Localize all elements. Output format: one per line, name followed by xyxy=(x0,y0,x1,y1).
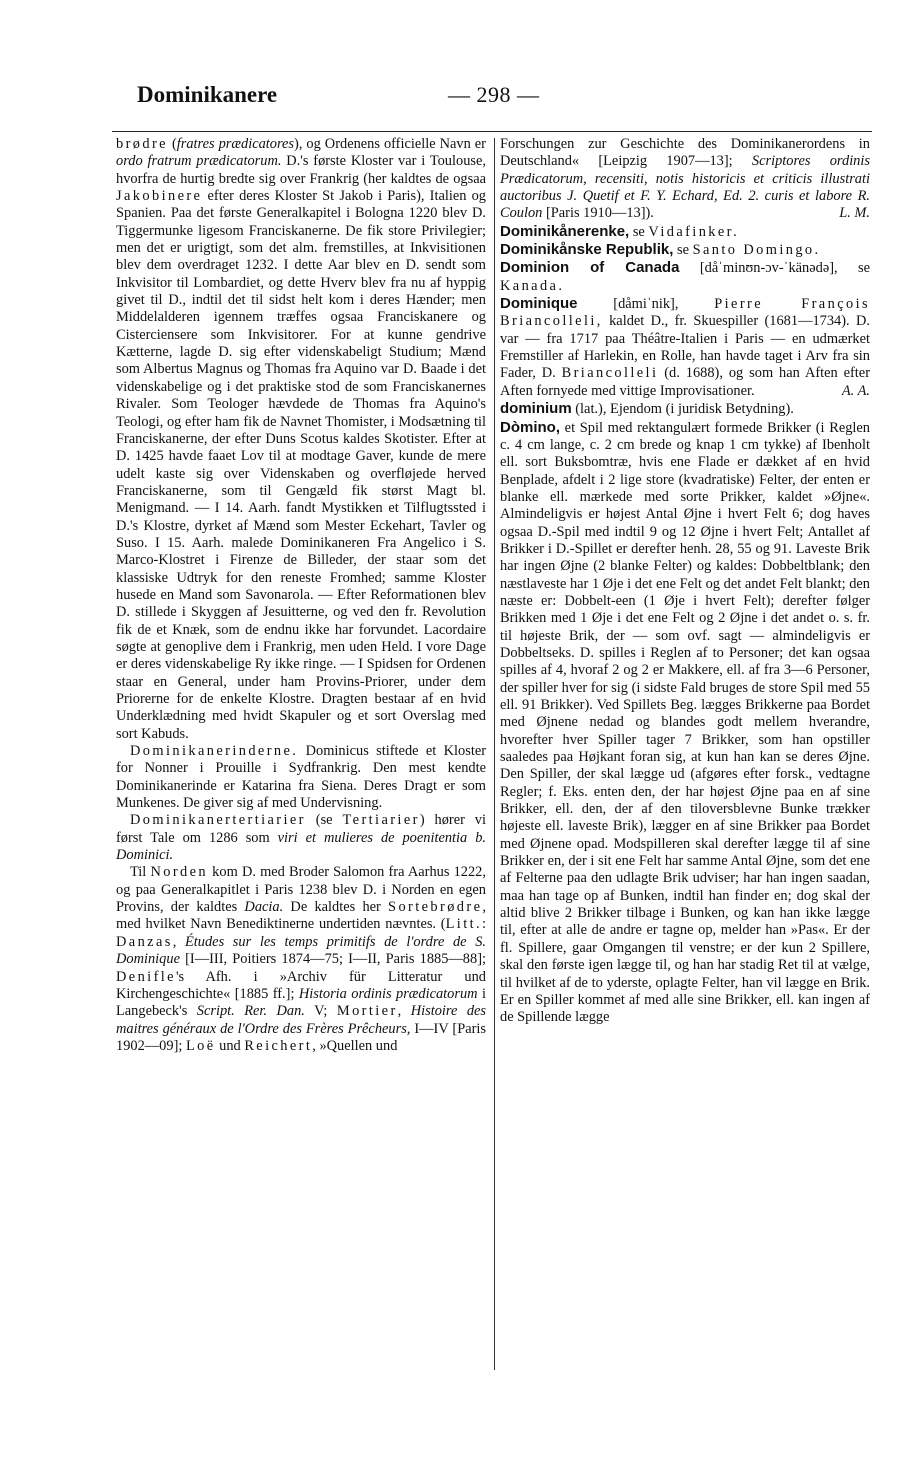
headword: Dominikånerenke, xyxy=(500,222,630,240)
header-rule xyxy=(112,131,872,132)
entry-dominium: dominium (lat.), Ejendom (i juridisk Betydning). xyxy=(500,400,794,418)
headword: dominium xyxy=(500,400,572,418)
left-paragraph-dominikanerinderne: Dominikanerinderne. Dominicus stiftede et Kloster for Nonner i Prouille i Sydfrankrig. Den mest kendte Dominikanerinde er Katarina fra Siena. Deres Dragt er som Munkenes. De giver sig af med Undervisning. xyxy=(116,743,486,812)
entry-dominikanerenke: Dominikånerenke, se Vidafinker. xyxy=(500,222,740,240)
left-column xyxy=(116,136,486,1055)
headword: Dominion of Canada xyxy=(500,259,680,277)
headword: Dominique xyxy=(500,295,578,313)
left-paragraph-dominikanere-continued: brødre (fratres prædicatores), og Ordenens officielle Navn er ordo fratrum prædicatorum. D.'s første Kloster var i Toulouse, hvorfra de hurtig bredte sig over Frankrig (her kaldtes de ogsaa Jakobinere efter deres Kloster St Jakob i Paris), Italien og Spanien. Paa det første Generalkapitel i Bologna 1220 blev D. Tiggermunke ligesom Franciskanerne. De fik store Privilegier; men det er urigtigt, som det alm. fremstilles, at Inkvisitionen blev dem overdraget 1232. I dette Aar blev en D. sendt som Inkvisitor til Lombardiet, og dette Hverv blev fra nu af hyppig givet til D., indtil det til sidst helt kom i deres Hænder; men Middelalderen igennem træffes ogsaa Franciskanere og Cisterciensere som Inkvisitorer. For at kunne gendrive Kætterne, lagde D. sig efter videnskabeligt Studium; Mænd som Albertus Magnus og Thomas fra Aquino var D. Baade i det videnskabelige og i det praktiske stod de som Franciskanernes Rivaler. Som Teologer hævdede de Thomas fra Aquino's Teologi, og efter ham fik de Navnet Thomister, i Modsætning til Franciskanerne, der efter Duns Scotus kaldes Skotister. Efter at D. 1425 havde faaet Lov til at modtage Gaver, kunde de mere udelt kaste sig over Videnskaben og overfløjede herved Franciskanerne, som til Gengæld fik størst Magt bl. Menigmand. — I 14. Aarh. fandt Mystikken et Tilflugtssted i D.'s Klostre, dyrket af Mænd som Mester Eckehart, Tavler og Suso. I 15. Aarh. malede Dominikaneren Fra Angelico i S. Marco-Klostret i Firenze de Billeder, der staar som det klassiske Udtryk for den reneste Fromhed; samme Kloster husede en Mand som Savonarola. — Efter Reformationen blev D. stillede i Skyggen af Jesuitterne, og ved den fr. Revolution fik de et Knæk, som de endnu ikke har forvundet. Lacordaire søgte at genoplive dem i Frankrig, men uden Held. I vore Dage er deres videnskabelige Ry ikke ringe. — I Spidsen for Ordenen staar en General, under ham Provins-Priorer, under dem Priorerne for de enkelte Klostre. Dragten bestaar af en hvid Underklædning med hvidt Skapuler og et sort Overslag med sort Kabuds. xyxy=(116,136,486,742)
running-header xyxy=(137,82,857,114)
left-paragraph-norden: Til Norden kom D. med Broder Salomon fra Aarhus 1222, og paa Generalkapitlet i Paris 1238 blev D. i Norden en egen Provins, der kaldtes Dacia. De kaldtes her Sortebrødre, med hvilket Navn Benediktinerne undertiden nævntes. (Litt.: Danzas, Études sur les temps primitifs de l'ordre de S. Dominique [I—III, Poitiers 1874—75; I—II, Paris 1885—88]; Denifle's Afh. i »Archiv für Litteratur und Kirchengeschichte« [1885 ff.]; Historia ordinis prædicatorum i Langebeck's Script. Rer. Dan. V; Mortier, Histoire des maitres généraux de l'Ordre des Frères Prêcheurs, I—IV [Paris 1902—09]; Loë und Reichert, »Quellen und xyxy=(116,864,487,1054)
left-paragraph-tertiarier: Dominikanertertiarier (se Tertiarier) hører vi først Tale om 1286 som viri et mulieres de poenitentia b. Dominici. xyxy=(116,812,486,864)
headword: Dòmino, xyxy=(500,418,560,436)
page-number: — 298 — xyxy=(448,82,540,107)
right-paragraph-literature-continued: Forschungen zur Geschichte des Dominikanerordens in Deutschland« [Leipzig 1907—13]; Scriptores ordinis Prædicatorum, recensiti, notis historicis et criticis illustrati auctoribus J. Quetif et F. Y. Echard, Ed. 2. curis et labore R. Coulon [Paris 1910—13]). L. M. xyxy=(500,136,870,222)
entry-dominikanske-republik: Dominikånske Republik, se Santo Domingo. xyxy=(500,241,821,259)
entry-dominique: Dominique [dåmiˈnik], Pierre François Briancolleli, kaldet D., fr. Skuespiller (1681—1734). D. var — fra 1717 paa Théâtre-Italien i Paris — en udmærket Fremstiller af Harlekin, en Rolle, han havde taget i Arv fra sin Fader, D. Briancolleli (d. 1688), og som han Aften efter Aften fornyede med vittige Improvisationer. A. A. xyxy=(500,295,870,399)
entry-domino: Dòmino, et Spil med rektangulært formede Brikker (i Reglen c. 4 cm lange, c. 2 cm brede og knap 1 cm tykke) af Ibenholt ell. sort Buksbomtræ, hvis ene Flade er dækket af en hvid Benplade, afdelt i 2 lige store (kvadratiske) Felter, der enten er blanke ell. mærkede med sorte Prikker, kaldet »Øjne«. Almindeligvis er højest Antal Øjne i hvert Felt 6; dog haves ogsaa D.-Spil med indtil 9 og 12 Øjne i hvert Felt; Antallet af Brikker i D.-Spillet er derefter henh. 28, 55 og 91. Laveste Brik har ingen Øjne (2 blanke Felter) og kaldes: Dobbeltblank; den næstlaveste har 1 Øje i det ene Felt og det andet Felt blankt; den næste er: Dobbelt-een (1 Øje i hvert Felt); derefter følger Brikken med 1 Øje i det ene Felt og 2 Øjne i det andet o. s. fr. til højeste Brik, der — som ovf. sagt — almindeligvis er Dobbeltseks. D. spilles i Reglen af to Personer; det kan ogsaa spilles af 4, hvoraf 2 og 2 er Makkere, ell. af fra 3—6 Personer, der spiller hver for sig (i sidste Fald bruges de store Spil med 55 ell. 91 Brikker). Ved Spillets Beg. lægges Brikkerne paa Bordet med Øjnene nedad og blandes godt mellem hverandre, hvorefter hver Spiller tager 7 Brikker, som han opstiller saaledes paa Højkant foran sig, at kun han kan se deres Øjne. Den Spiller, der skal lægge ud (afgøres efter forsk., vedtagne Regler; f. Eks. enten den, der har højest Øjne paa en af sine Brikker, ell. den, der af den tiloversblevne Bunke trækker højeste ell. laveste Brik), lægger en af sine Brikker paa Bordet med Øjnene opad. Modspilleren skal derefter lægge til af sine Brikker en, der i sit ene Felt har samme Antal Øjne, som det ene af Felterne paa den udlagte Brik udviser; har han ingen saadan, maa han tage op af Bunken, indtil han finder en; dog skal der altid blive 2 Brikker tilbage i Bunken, og kan han ikke lægge til, efter at alle de andre er tagne op, melder han »Pas«. Er der fl. Spillere, gaar Omgangen til venstre; er der kun 2 Spillere, skal den første igen lægge til, og han har stadig Ret til at vælge, til hvilket af de to yderste, oplagte Felter, han vil lægge en Brik. Er en Spiller kommet af med alle sine Brikker, ell. kan ingen af de Spillende lægge xyxy=(500,418,870,1026)
right-column xyxy=(500,136,870,1027)
running-head-word: Dominikanere xyxy=(137,82,278,107)
author-signature: A. A. xyxy=(841,382,870,399)
headword: Dominikånske Republik, xyxy=(500,241,674,259)
entry-dominion-of-canada: Dominion of Canada [dåˈminʊn-ɔv-ˈkänədə], se Kanada. xyxy=(500,259,870,294)
column-divider xyxy=(494,138,495,1370)
author-signature: L. M. xyxy=(839,205,870,222)
